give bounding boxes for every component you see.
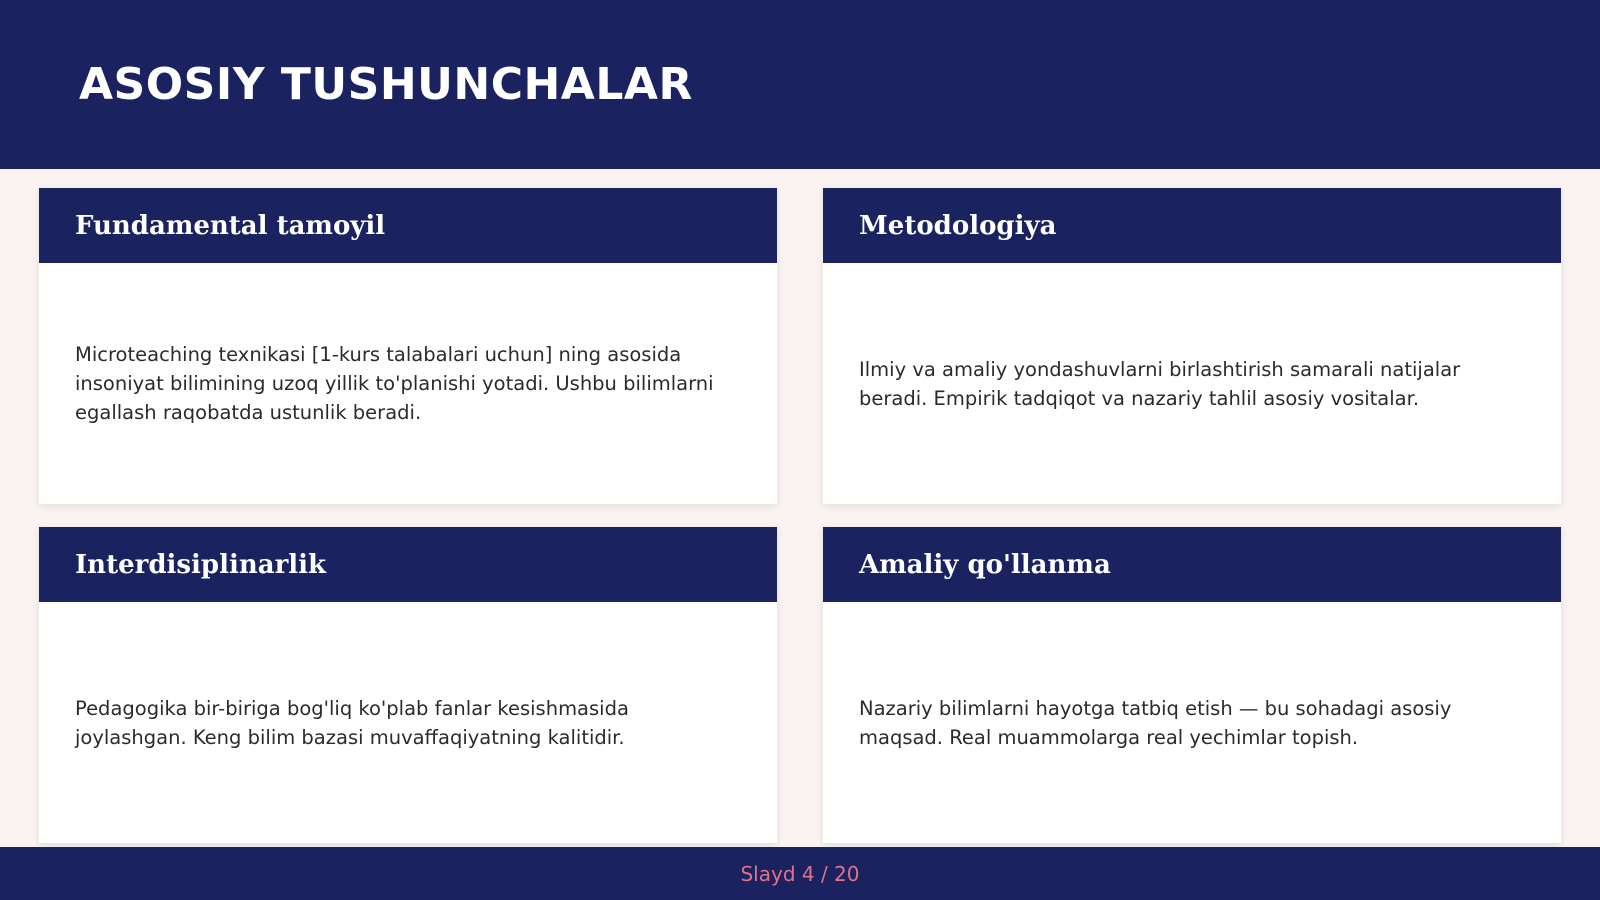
card-text: Microteaching texnikasi [1-kurs talabalari uchun] ning asosida insoniyat bilimining uzoq yillik to'planishi yotadi. Ushbu bilimlarni egallash raqobatda ustunlik beradi. bbox=[75, 343, 714, 424]
cards-grid bbox=[39, 188, 1561, 841]
card-text: Pedagogika bir-biriga bog'liq ko'plab fanlar kesishmasida joylashgan. Keng bilim bazasi muvaffaqiyatning kalitidir. bbox=[75, 696, 629, 749]
card-text: Nazariy bilimlarni hayotga tatbiq etish — bu sohadagi asosiy maqsad. Real muammolarga real yechimlar topish. bbox=[859, 696, 1452, 749]
card-body bbox=[39, 263, 777, 504]
card-fundamental-tamoyil bbox=[39, 188, 777, 504]
card-metodologiya bbox=[823, 188, 1561, 504]
slide-header bbox=[0, 0, 1600, 169]
card-header bbox=[823, 188, 1561, 263]
card-body bbox=[39, 602, 777, 843]
card-header bbox=[823, 527, 1561, 602]
slide-title: ASOSIY TUSHUNCHALAR bbox=[79, 59, 693, 110]
slide-counter: Slayd 4 / 20 bbox=[740, 861, 860, 886]
card-body bbox=[823, 602, 1561, 843]
card-amaliy-qollanma bbox=[823, 527, 1561, 843]
card-header bbox=[39, 188, 777, 263]
slide-footer bbox=[0, 847, 1600, 900]
card-title: Fundamental tamoyil bbox=[75, 210, 386, 241]
card-title: Metodologiya bbox=[859, 210, 1057, 241]
card-header bbox=[39, 527, 777, 602]
card-title: Amaliy qo'llanma bbox=[859, 549, 1111, 580]
card-text: Ilmiy va amaliy yondashuvlarni birlashtirish samarali natijalar beradi. Empirik tadqiqot va nazariy tahlil asosiy vositalar. bbox=[859, 357, 1461, 410]
card-title: Interdisiplinarlik bbox=[75, 549, 327, 580]
card-interdisiplinarlik bbox=[39, 527, 777, 843]
card-body bbox=[823, 263, 1561, 504]
